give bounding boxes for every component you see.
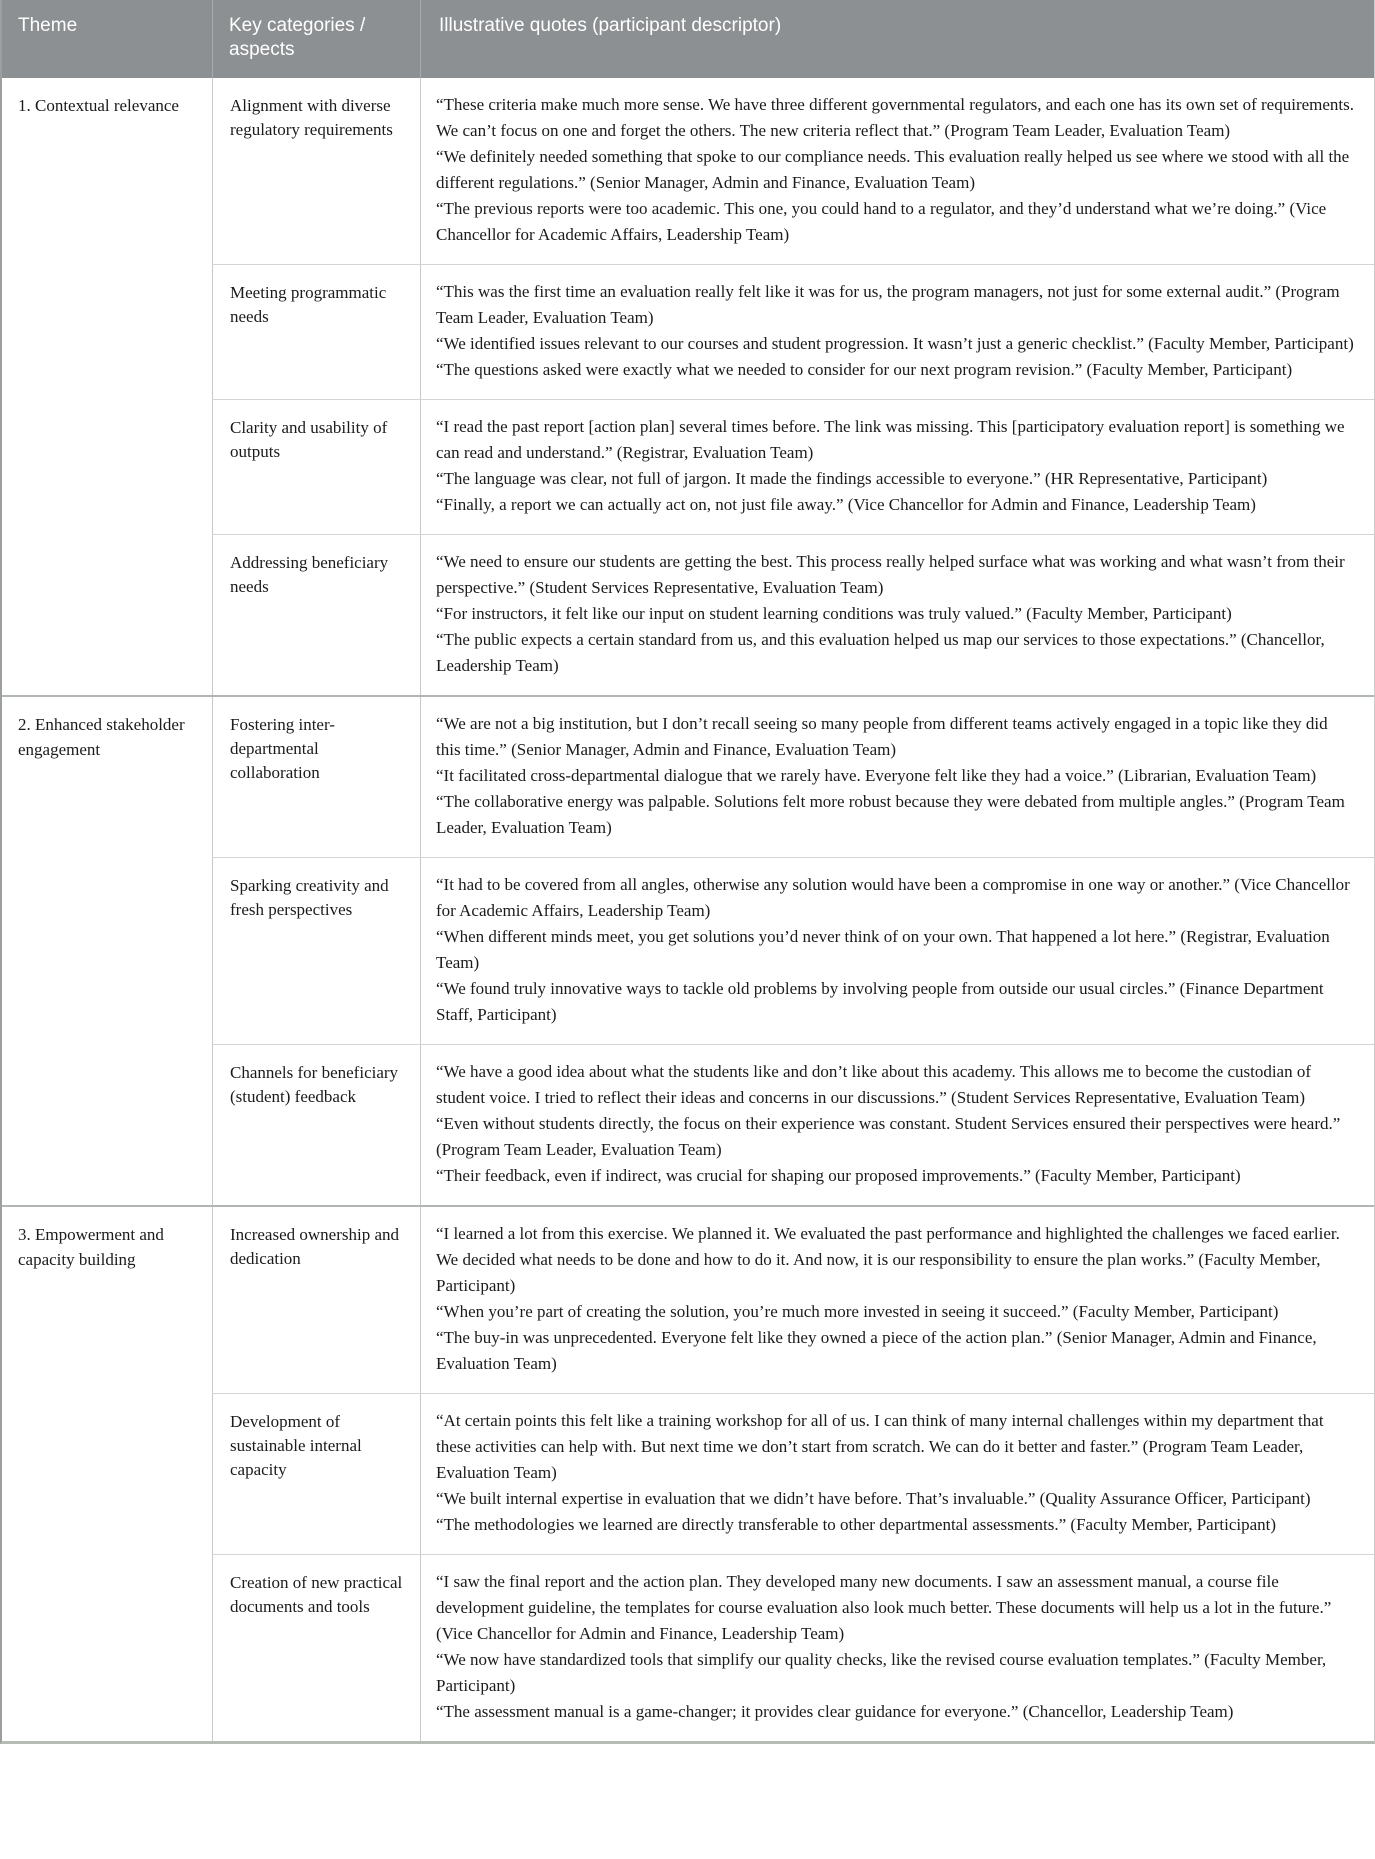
quote-paragraph: “Even without students directly, the focus on their experience was constant. Student Services ensured their perspectives were heard.” (Program Team Leader, Evaluation Team) [436,1114,1341,1159]
quotes-cell [420,1045,1374,1205]
category-cell: Clarity and usability of outputs [212,400,420,534]
table-row [212,1207,1374,1393]
quote-paragraph: “We definitely needed something that spoke to our compliance needs. This evaluation really helped us see where we stood with all the different regulations.” (Senior Manager, Admin and Finance, Evaluation Team) [436,147,1350,192]
quote-paragraph: “We identified issues relevant to our courses and student progression. It wasn’t just a generic checklist.” (Faculty Member, Participant) [436,334,1354,353]
theme-row-group [2,695,1374,1205]
quote-paragraph: “The previous reports were too academic. This one, you could hand to a regulator, and they’d understand what we’re doing.” (Vice Chancellor for Academic Affairs, Leadership Team) [436,199,1327,244]
theme-row-group [2,78,1374,695]
quote-paragraph: “Their feedback, even if indirect, was crucial for shaping our proposed improvements.” (Faculty Member, Participant) [436,1166,1241,1185]
header-illustrative-quotes: Illustrative quotes (participant descriptor) [420,0,1374,78]
category-cell: Increased ownership and dedication [212,1207,420,1393]
quote-paragraph: “It facilitated cross-departmental dialogue that we rarely have. Everyone felt like they had a voice.” (Librarian, Evaluation Team) [436,766,1317,785]
quote-paragraph: “For instructors, it felt like our input on student learning conditions was truly valued.” (Faculty Member, Participant) [436,604,1232,623]
quote-paragraph: “We now have standardized tools that simplify our quality checks, like the revised course evaluation templates.” (Faculty Member, Participant) [436,1650,1327,1695]
quotes-cell [420,78,1374,264]
quote-paragraph: “The public expects a certain standard from us, and this evaluation helped us map our services to those expectations.” (Chancellor, Leadership Team) [436,630,1325,675]
quote-paragraph: “We built internal expertise in evaluation that we didn’t have before. That’s invaluable.” (Quality Assurance Officer, Participant) [436,1489,1311,1508]
header-key-categories: Key categories / aspects [212,0,420,78]
quotes-cell [420,858,1374,1044]
category-cell: Development of sustainable internal capacity [212,1394,420,1554]
quotes-cell [420,1207,1374,1393]
quote-paragraph: “We need to ensure our students are getting the best. This process really helped surface what was working and what wasn’t from their perspective.” (Student Services Representative, Evaluation Team) [436,552,1345,597]
quote-paragraph: “The buy-in was unprecedented. Everyone felt like they owned a piece of the action plan.” (Senior Manager, Admin and Finance, Evaluation Team) [436,1328,1317,1373]
quotes-cell [420,1555,1374,1741]
quote-paragraph: “At certain points this felt like a training workshop for all of us. I can think of many internal challenges within my department that these activities can help with. But next time we don’t start from scratch. We can do it better and faster.” (Program Team Leader, Evaluation Team) [436,1411,1324,1482]
quote-paragraph: “The questions asked were exactly what we needed to consider for our next program revision.” (Faculty Member, Participant) [436,360,1293,379]
theme-rows [212,1207,1374,1741]
quote-paragraph: “The methodologies we learned are directly transferable to other departmental assessments.” (Faculty Member, Participant) [436,1515,1277,1534]
table-row [212,697,1374,857]
quote-paragraph: “The language was clear, not full of jargon. It made the findings accessible to everyone.” (HR Representative, Participant) [436,469,1268,488]
table-row [212,534,1374,695]
category-cell: Fostering inter-departmental collaboration [212,697,420,857]
theme-rows [212,78,1374,695]
theme-label: 3. Empowerment and capacity building [18,1225,164,1269]
quote-paragraph: “It had to be covered from all angles, otherwise any solution would have been a compromise in one way or another.” (Vice Chancellor for Academic Affairs, Leadership Team) [436,875,1350,920]
theme-row-group [2,1205,1374,1741]
quote-paragraph: “When you’re part of creating the solution, you’re much more invested in seeing it succeed.” (Faculty Member, Participant) [436,1302,1279,1321]
category-cell: Creation of new practical documents and tools [212,1555,420,1741]
table-row [212,78,1374,264]
quote-paragraph: “We found truly innovative ways to tackle old problems by involving people from outside our usual circles.” (Finance Department Staff, Participant) [436,979,1324,1024]
category-cell: Sparking creativity and fresh perspectives [212,858,420,1044]
table-row [212,1554,1374,1741]
table-row [212,399,1374,534]
quote-paragraph: “We have a good idea about what the students like and don’t like about this academy. This allows me to become the custodian of student voice. I tried to reflect their ideas and concerns in our discussions.” (Student Services Representative, Evaluation Team) [436,1062,1312,1107]
category-cell: Addressing beneficiary needs [212,535,420,695]
header-theme: Theme [18,15,78,36]
quote-paragraph: “I read the past report [action plan] several times before. The link was missing. This [participatory evaluation report] is something we can read and understand.” (Registrar, Evaluation Team) [436,417,1345,462]
quote-paragraph: “These criteria make much more sense. We have three different governmental regulators, and each one has its own set of requirements. We can’t focus on one and forget the others. The new criteria reflect that.” (Program Team Leader, Evaluation Team) [436,95,1355,140]
table-row [212,857,1374,1044]
theme-label: 2. Enhanced stakeholder engagement [18,715,185,759]
quotes-cell [420,697,1374,857]
quote-paragraph: “This was the first time an evaluation really felt like it was for us, the program managers, not just for some external audit.” (Program Team Leader, Evaluation Team) [436,282,1340,327]
category-cell: Channels for beneficiary (student) feedback [212,1045,420,1205]
theme-rows [212,697,1374,1205]
category-cell: Alignment with diverse regulatory requirements [212,78,420,264]
quote-paragraph: “I saw the final report and the action plan. They developed many new documents. I saw an assessment manual, a course file development guideline, the templates for course evaluation also look much better. These documents will help us a lot in the future.” (Vice Chancellor for Admin and Finance, Leadership Team) [436,1572,1332,1643]
quote-paragraph: “Finally, a report we can actually act on, not just file away.” (Vice Chancellor for Admin and Finance, Leadership Team) [436,495,1256,514]
quotes-cell [420,1394,1374,1554]
quotes-cell [420,535,1374,695]
quotes-cell [420,400,1374,534]
theme-label: 1. Contextual relevance [18,96,179,115]
table-header-row [2,0,1374,78]
quote-paragraph: “When different minds meet, you get solutions you’d never think of on your own. That happened a lot here.” (Registrar, Evaluation Team) [436,927,1330,972]
category-cell: Meeting programmatic needs [212,265,420,399]
table-row [212,1044,1374,1205]
quote-paragraph: “The collaborative energy was palpable. Solutions felt more robust because they were debated from multiple angles.” (Program Team Leader, Evaluation Team) [436,792,1345,837]
table-body [2,78,1374,1741]
table-row [212,264,1374,399]
quote-paragraph: “I learned a lot from this exercise. We planned it. We evaluated the past performance and highlighted the challenges we faced earlier. We decided what needs to be done and how to do it. And now, it is our responsibility to ensure the plan works.” (Faculty Member, Participant) [436,1224,1340,1295]
table-row [212,1393,1374,1554]
quote-paragraph: “We are not a big institution, but I don’t recall seeing so many people from different teams actively engaged in a topic like they did this time.” (Senior Manager, Admin and Finance, Evaluation Team) [436,714,1328,759]
quotes-cell [420,265,1374,399]
quote-paragraph: “The assessment manual is a game-changer; it provides clear guidance for everyone.” (Chancellor, Leadership Team) [436,1702,1234,1721]
